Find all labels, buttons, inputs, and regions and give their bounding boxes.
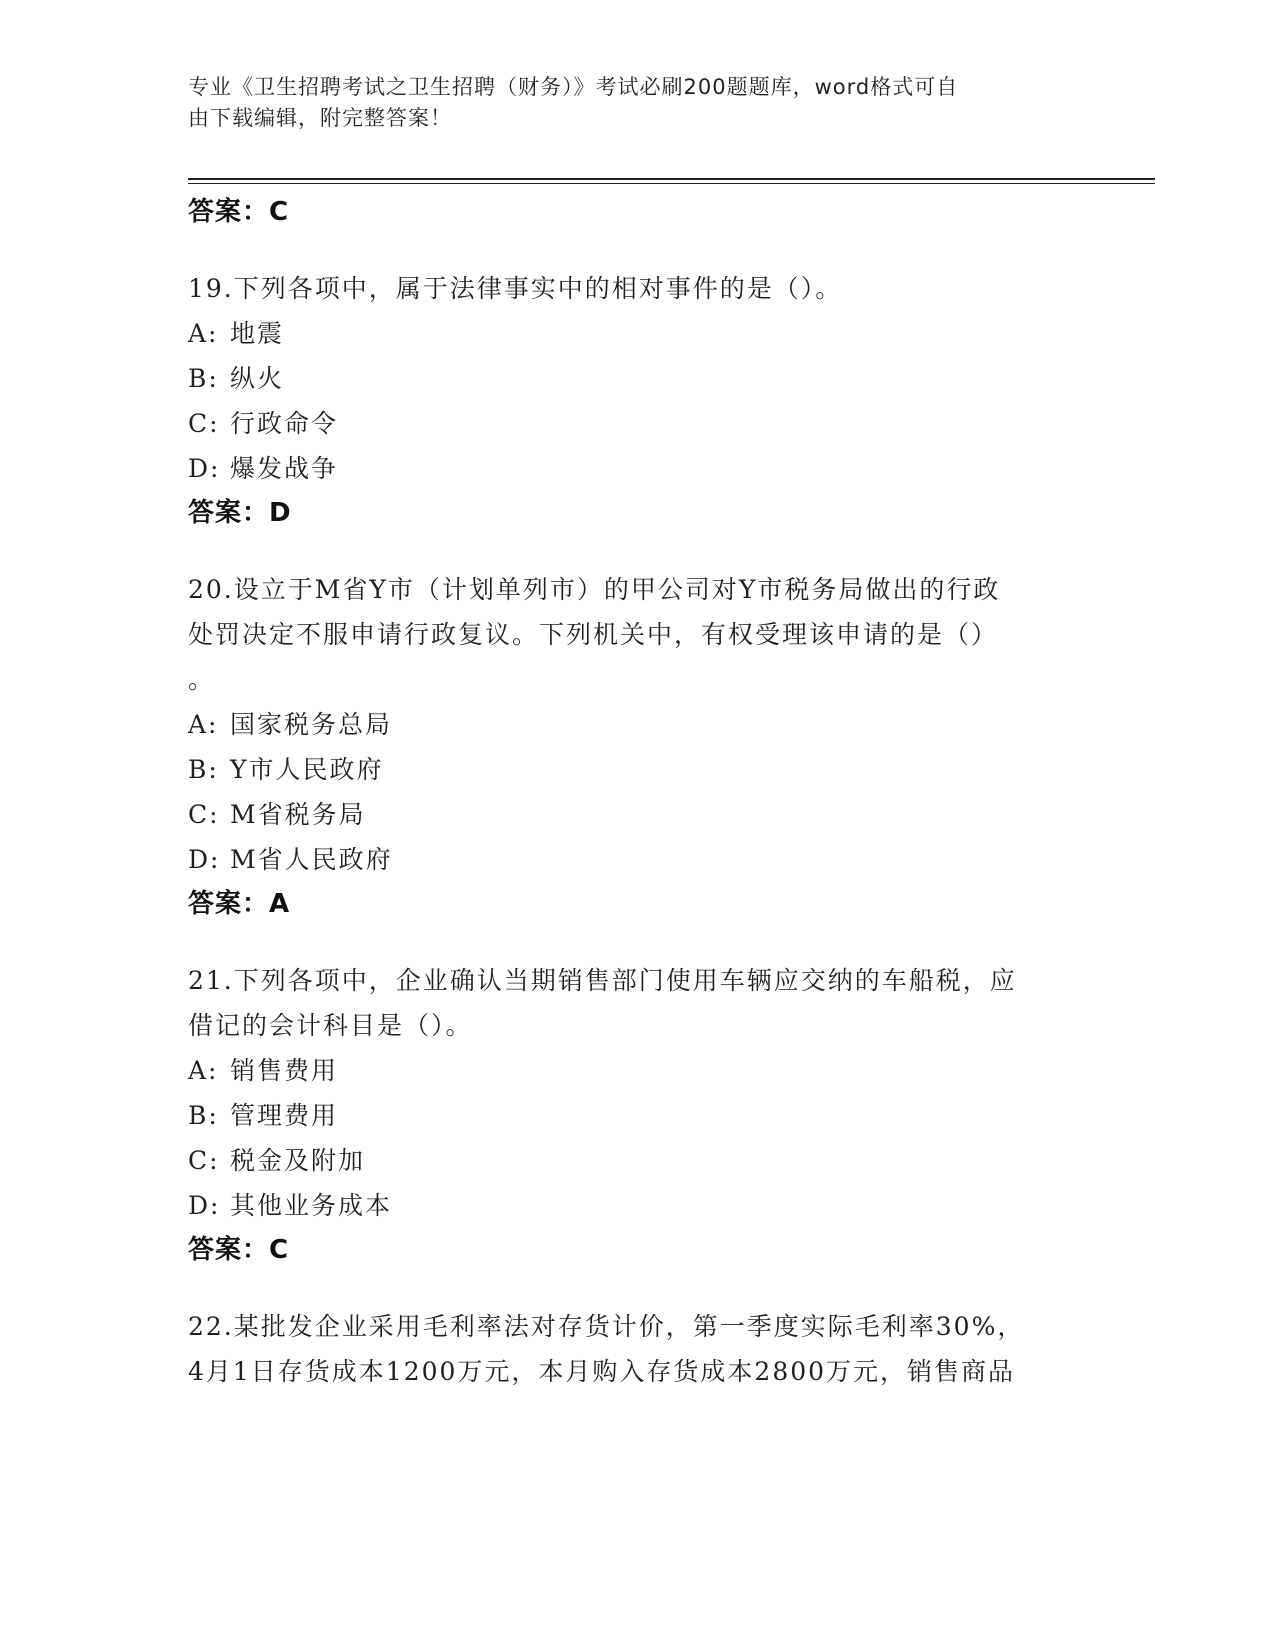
- page-header: [188, 72, 1068, 134]
- option-text: 纵火: [230, 364, 285, 393]
- option-key: D:: [188, 454, 221, 483]
- question-text-trail: 。: [188, 665, 216, 694]
- option-c: [188, 401, 1088, 446]
- option-text: 地震: [230, 319, 285, 348]
- option-key: B:: [188, 1101, 219, 1130]
- question-19: [188, 266, 1088, 536]
- option-d: [188, 446, 1088, 491]
- option-text: 管理费用: [230, 1101, 339, 1130]
- option-key: C:: [188, 409, 220, 438]
- option-key: B:: [188, 755, 219, 784]
- question-22: [188, 1304, 1088, 1394]
- question-text-line: 22.某批发企业采用毛利率法对存货计价，第一季度实际毛利率30%，: [188, 1312, 1025, 1341]
- option-text: 销售费用: [230, 1056, 339, 1085]
- answer-line: 答案：C: [188, 197, 290, 227]
- option-text: M省税务局: [230, 800, 366, 829]
- option-b: [188, 747, 1088, 792]
- option-text: 行政命令: [230, 409, 339, 438]
- option-key: A:: [188, 1056, 219, 1085]
- option-a: [188, 311, 1088, 356]
- answer-line: 答案：D: [188, 498, 292, 528]
- question-text-line: 4月1日存货成本1200万元，本月购入存货成本2800万元，销售商品: [188, 1357, 1016, 1386]
- option-c: [188, 792, 1088, 837]
- question-list: [188, 190, 1088, 1394]
- option-key: A:: [188, 319, 219, 348]
- option-a: [188, 1048, 1088, 1093]
- option-b: [188, 356, 1088, 401]
- option-text: 国家税务总局: [230, 710, 393, 739]
- answer-line: 答案：A: [188, 889, 291, 919]
- answer-line: 答案：C: [188, 1235, 290, 1265]
- option-b: [188, 1093, 1088, 1138]
- header-line: 专业《卫生招聘考试之卫生招聘（财务）》考试必刷200题题库，word格式可自: [188, 75, 959, 99]
- option-key: C:: [188, 800, 220, 829]
- header-divider-thin: [188, 183, 1155, 184]
- question-text-line: 21.下列各项中，企业确认当期销售部门使用车辆应交纳的车船税，应: [188, 966, 1017, 995]
- option-a: [188, 702, 1088, 747]
- option-text: 爆发战争: [230, 454, 339, 483]
- option-text: Y市人民政府: [230, 755, 384, 784]
- option-key: B:: [188, 364, 219, 393]
- option-key: D:: [188, 845, 221, 874]
- option-d: [188, 837, 1088, 882]
- question-21: [188, 958, 1088, 1273]
- header-line: 由下载编辑，附完整答案！: [188, 106, 452, 130]
- header-divider: [188, 178, 1155, 180]
- option-key: C:: [188, 1146, 220, 1175]
- question-text: 19.下列各项中，属于法律事实中的相对事件的是（）。: [188, 274, 843, 303]
- option-c: [188, 1138, 1088, 1183]
- question-text-line: 20.设立于M省Y市（计划单列市）的甲公司对Y市税务局做出的行政: [188, 575, 1001, 604]
- option-text: 其他业务成本: [230, 1191, 393, 1220]
- question-text-line: 借记的会计科目是（）。: [188, 1011, 473, 1040]
- question-text-line: 处罚决定不服申请行政复议。下列机关中，有权受理该申请的是（）: [188, 620, 999, 649]
- question-20: [188, 567, 1088, 927]
- option-d: [188, 1183, 1088, 1228]
- option-key: D:: [188, 1191, 221, 1220]
- option-text: M省人民政府: [230, 845, 393, 874]
- option-key: A:: [188, 710, 219, 739]
- option-text: 税金及附加: [230, 1146, 366, 1175]
